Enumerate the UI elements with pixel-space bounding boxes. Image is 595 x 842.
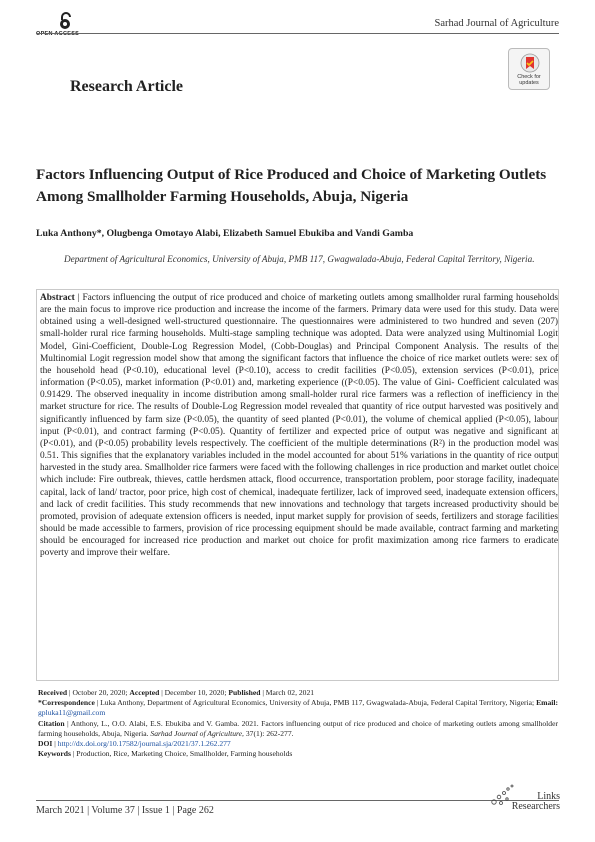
accepted-date: December 10, 2020 (164, 688, 225, 697)
publisher-name: Links Researchers (511, 791, 560, 812)
issue-info: March 2021 | Volume 37 | Issue 1 | Page 262 (36, 805, 214, 816)
citation-row: Citation | Anthony, L., O.O. Alabi, E.S. Ebukiba and V. Gamba. 2021. Factors influencing output of rice produced and choice of marketing outlets among smallholder farming households, Abuja, Nigeria. Sarhad Journal of Agriculture, 37(1): 262-277. (38, 718, 558, 738)
citation-journal: Sarhad Journal of Agriculture, (150, 728, 244, 738)
doi-row: DOI | http://dx.doi.org/10.17582/journal.sja/2021/37.1.262.277 (38, 739, 231, 749)
email-link[interactable]: gpluka11@gmail.com (38, 708, 106, 718)
doi-label: DOI (38, 739, 53, 749)
check-for-updates-badge[interactable] (508, 48, 550, 90)
keywords-row: Keywords | Production, Rice, Marketing Choice, Smallholder, Farming households (38, 749, 293, 759)
citation-label: Citation (38, 718, 65, 728)
correspondence-label: *Correspondence (38, 698, 95, 708)
open-access-logo (36, 12, 96, 38)
open-access-label: OPEN ACCESS (36, 31, 80, 37)
correspondence-row: *Correspondence | Luka Anthony, Department of Agricultural Economics, University of Abuja, PMB 117, Gwagwalada-Abuja, Federal Capital Territory, Nigeria; Email: gpluka11@gmail.com (38, 698, 558, 718)
received-date: October 20, 2020 (72, 688, 126, 697)
crossmark-icon (520, 53, 540, 73)
abstract-label: Abstract (40, 293, 75, 303)
keywords-label: Keywords (38, 749, 71, 759)
citation-volume: 37(1): 262-277. (245, 728, 294, 738)
received-label: Received (38, 688, 68, 697)
email-label: Email: (536, 698, 558, 708)
publisher-logo (488, 778, 560, 826)
abstract (40, 292, 558, 559)
correspondence-text: Luka Anthony, Department of Agricultural Economics, University of Abuja, PMB 117, Gwagwalada-Abuja, Federal Capital Territory, Nigeria; (100, 698, 535, 708)
published-label: Published (228, 688, 261, 697)
open-lock-icon (58, 12, 72, 30)
dates-row: Received | October 20, 2020; Accepted | December 10, 2020; Published | March 02, 2021 (38, 688, 315, 697)
keywords-text: Production, Rice, Marketing Choice, Smallholder, Farming households (76, 749, 293, 759)
footer-divider (36, 800, 559, 801)
check-for-updates-label: Check for updates (517, 74, 541, 86)
journal-name: Sarhad Journal of Agriculture (434, 18, 559, 29)
article-title: Factors Influencing Output of Rice Produced and Choice of Marketing Outlets Among Smallholder Farming Households, Abuja, Nigeria (36, 166, 547, 205)
doi-link[interactable]: http://dx.doi.org/10.17582/journal.sja/2021/37.1.262.277 (57, 739, 231, 749)
header-divider (36, 33, 559, 34)
author-affiliation: Department of Agricultural Economics, University of Abuja, PMB 117, Gwagwalada-Abuja, Federal Capital Territory, Nigeria. (64, 254, 535, 264)
article-type: Research Article (70, 78, 183, 95)
citation-text: Anthony, L., O.O. Alabi, E.S. Ebukiba and V. Gamba. 2021. Factors influencing output of rice produced and choice of marketing outlets among smallholder farming households, Abuja, Nigeria. (38, 718, 558, 738)
author-list: Luka Anthony*, Olugbenga Omotayo Alabi, Elizabeth Samuel Ebukiba and Vandi Gamba (36, 228, 414, 239)
abstract-separator: | (74, 293, 83, 303)
abstract-body: Factors influencing the output of rice produced and choice of marketing outlets among smallholder rural farming households are the main focus to improve rice production and increase the income of the farmers. Primary data were used for this study. Data were obtained using a well-designed well-structured questionnaire. The questionnaires were administered to two hundred and seven (207) small-holder rural rice farming households. Multi-stage sampling technique was adopted. Data were analyzed using Multinomial Logit Model, Gini-Coefficient, Double-Log Regression Model, (Cobb-Douglas) and Principal Component Analysis. The results of the Multinomial Logit regression model show that among the significant factors that influence the choice of rice market outlets were: sex of the household head (P<0.10), educational level (P<0.10), access to credit facilities (P<0.05), extension services (P<0.01), price information (P<0.05), market information (P<0.01) and, marketing experience ((P<0.05). The value of Gini- Coefficient calculated was 0.91429. The observed inequality in income distribution among small-holder rural rice farmers was a reflection of inefficiency in the market structure for rice. The results of Double-Log Regression model revealed that quantity of rice output harvested was positively and significantly influenced by farm size (P<0.05), the quantity of seed planted (P<0.01), the volume of chemical applied (P<0.05), labour input (P<0.01), and contract farming (P<0.05). Quantity of fertilizer and expected price of output was negative and significant at (P<0.01), and (P<0.05) probability levels respectively. The coefficient of the multiple determinations (R²) in the production model was 0.51. This signifies that the explanatory variables included in the model accounted for about 51% variations in the quantity of rice output harvested in the study area. Smallholder rice farmers were faced with the following challenges in rice production and market outlet choice which include: Fire outbreak, thieves, cattle herdsmen attack, flood occurrence, transportation problem, poor storage facility, inadequate capital, lack of land/ tractor, poor price, high cost of chemical, inadequate fertilizer, lack of improved seed, inadequate extension officers, and lack of credit facilities. This study recommends that new innovations and technology that targets increased productivity should be promoted, provision of adequate extension officers is needed, input market supply for provision of seeds, fertilizers and storage facilities should be made accessible to farmers, provision of rice processing equipment should be made available, contract farming and marketing should be encouraged for increased rice production and market out choice for profit maximization among rice farmers to eradicate poverty and improve their welfare. (40, 293, 558, 559)
accepted-label: Accepted (129, 688, 160, 697)
article-metadata (38, 688, 558, 759)
published-date: March 02, 2021 (265, 688, 315, 697)
